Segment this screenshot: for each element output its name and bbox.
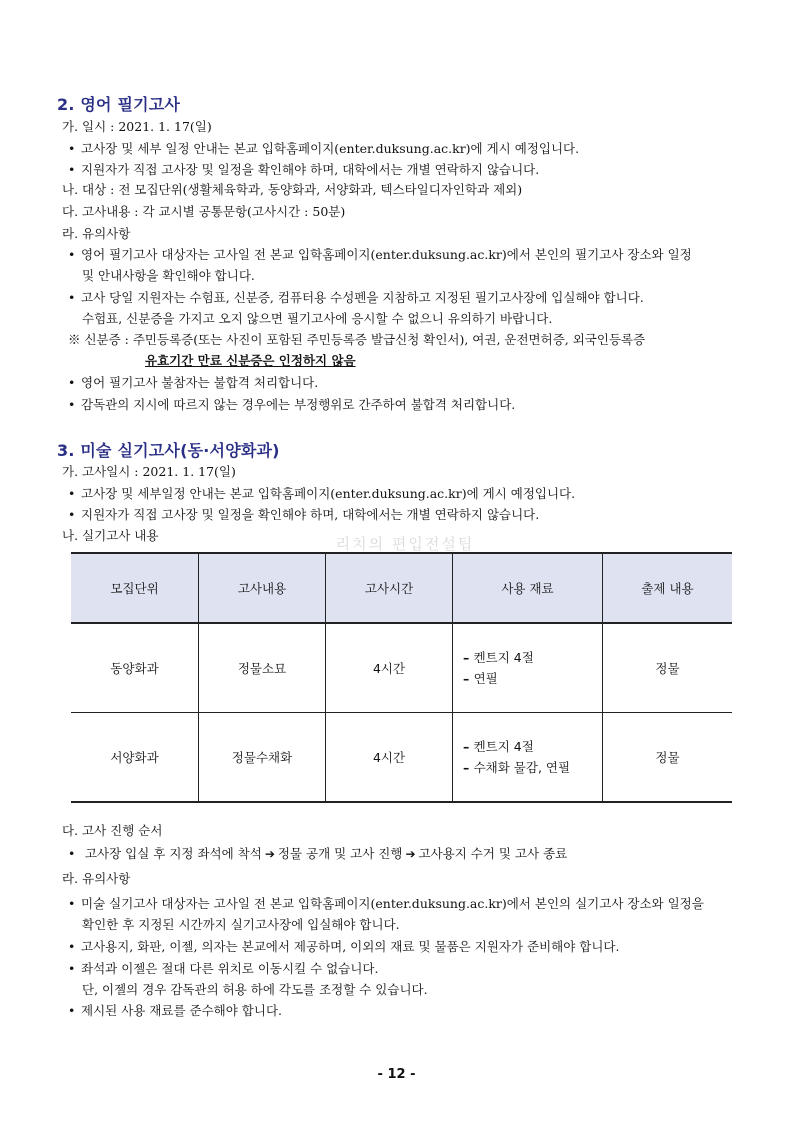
- s2-na-target: 나. 대상 : 전 모집단위(생활체육학과, 동양화과, 서양화과, 텍스타일디자인학과 제외): [62, 182, 523, 197]
- cell-content: 정물수채화: [199, 713, 326, 803]
- watermark-line-1: 리치의 편입전설팁: [335, 535, 475, 553]
- material-item: – 켄트지 4절: [463, 647, 601, 668]
- cell-unit: 동양화과: [71, 623, 199, 713]
- s3-ga-bullet-1: • 고사장 및 세부일정 안내는 본교 입학홈페이지(enter.duksung.ac.kr)에 게시 예정입니다.: [68, 485, 575, 503]
- s2-ga-date: 가. 일시 : 2021. 1. 17(일): [62, 119, 212, 134]
- th-content: 고사내용: [199, 553, 326, 623]
- table-row: [71, 623, 732, 713]
- table-header-row: [71, 553, 732, 623]
- s2-da-content: 다. 고사내용 : 각 교시별 공통문항(고사시간 : 50분): [62, 204, 346, 219]
- exam-table: [71, 552, 732, 803]
- section-2-heading: 2. 영어 필기고사: [57, 95, 181, 114]
- cell-time: 4시간: [326, 623, 453, 713]
- s2-ra-bullet-2a: • 고사 당일 지원자는 수험표, 신분증, 컴퓨터용 수성펜을 지참하고 지정된 필기고사장에 입실해야 합니다.: [68, 289, 644, 307]
- s2-ra-title: 라. 유의사항: [62, 226, 131, 241]
- cell-materials: [453, 713, 603, 803]
- s2-ra-bullet-1a: • 영어 필기고사 대상자는 고사일 전 본교 입학홈페이지(enter.duksung.ac.kr)에서 본인의 필기고사 장소와 일정: [68, 246, 692, 264]
- th-materials: 사용 재료: [453, 553, 603, 623]
- cell-time: 4시간: [326, 713, 453, 803]
- s3-ra-title: 라. 유의사항: [62, 871, 131, 886]
- material-item: – 수채화 물감, 연필: [463, 757, 601, 778]
- cell-subject: 정물: [603, 713, 733, 803]
- s2-id-note-expired: 유효기간 만료 신분증은 인정하지 않음: [145, 353, 356, 368]
- s2-ra-bullet-4: • 감독관의 지시에 따르지 않는 경우에는 부정행위로 간주하여 불합격 처리합니다.: [68, 396, 515, 414]
- order-step-1: 고사장 입실 후 지정 좌석에 착석: [84, 846, 262, 861]
- th-time: 고사시간: [326, 553, 453, 623]
- order-step-2: 정물 공개 및 고사 진행: [277, 846, 403, 861]
- s2-ra-bullet-1b: 및 안내사항을 확인해야 합니다.: [82, 268, 255, 283]
- s3-ra-bullet-3a: • 좌석과 이젤은 절대 다른 위치로 이동시킬 수 없습니다.: [68, 960, 378, 978]
- page-number: - 12 -: [377, 1067, 416, 1082]
- s3-da-title: 다. 고사 진행 순서: [62, 823, 163, 838]
- s3-ra-bullet-3b: 단, 이젤의 경우 감독관의 허용 하에 각도를 조정할 수 있습니다.: [82, 982, 428, 997]
- s2-ra-bullet-2b: 수험표, 신분증을 가지고 오지 않으면 필기고사에 응시할 수 없으니 유의하기 바랍니다.: [82, 311, 553, 326]
- s3-ra-bullet-1b: 확인한 후 지정된 시간까지 실기고사장에 입실해야 합니다.: [82, 917, 400, 932]
- s2-id-note: ※ 신분증 : 주민등록증(또는 사진이 포함된 주민등록증 발급신청 확인서), 여권, 운전면허증, 외국인등록증: [68, 332, 646, 347]
- arrow-right-icon: ➔: [264, 847, 275, 861]
- cell-content: 정물소묘: [199, 623, 326, 713]
- material-item: – 켄트지 4절: [463, 736, 601, 757]
- cell-unit: 서양화과: [71, 713, 199, 803]
- s2-ga-bullet-1: • 고사장 및 세부 일정 안내는 본교 입학홈페이지(enter.duksung.ac.kr)에 게시 예정입니다.: [68, 140, 579, 158]
- s3-ra-bullet-1a: • 미술 실기고사 대상자는 고사일 전 본교 입학홈페이지(enter.duksung.ac.kr)에서 본인의 실기고사 장소와 일정을: [68, 895, 704, 913]
- s2-ra-bullet-3: • 영어 필기고사 불참자는 불합격 처리합니다.: [68, 374, 318, 392]
- section-3-heading: 3. 미술 실기고사(동·서양화과): [57, 441, 280, 460]
- order-step-3: 고사용지 수거 및 고사 종료: [418, 846, 568, 861]
- th-subject: 출제 내용: [603, 553, 733, 623]
- cell-materials: [453, 623, 603, 713]
- s3-ga-bullet-2: • 지원자가 직접 고사장 및 일정을 확인해야 하며, 대학에서는 개별 연락하지 않습니다.: [68, 506, 539, 524]
- cell-subject: 정물: [603, 623, 733, 713]
- s3-order-steps: [68, 845, 567, 863]
- s3-ra-bullet-4: • 제시된 사용 재료를 준수해야 합니다.: [68, 1002, 282, 1020]
- table-row: [71, 713, 732, 803]
- th-unit: 모집단위: [71, 553, 199, 623]
- s3-na-title: 나. 실기고사 내용: [62, 528, 159, 543]
- material-item: – 연필: [463, 668, 601, 689]
- s3-ra-bullet-2: • 고사용지, 화판, 이젤, 의자는 본교에서 제공하며, 이외의 재료 및 물품은 지원자가 준비해야 합니다.: [68, 938, 619, 956]
- arrow-right-icon: ➔: [405, 847, 416, 861]
- s2-ga-bullet-2: • 지원자가 직접 고사장 및 일정을 확인해야 하며, 대학에서는 개별 연락하지 않습니다.: [68, 161, 539, 179]
- s3-ga-date: 가. 고사일시 : 2021. 1. 17(일): [62, 464, 236, 479]
